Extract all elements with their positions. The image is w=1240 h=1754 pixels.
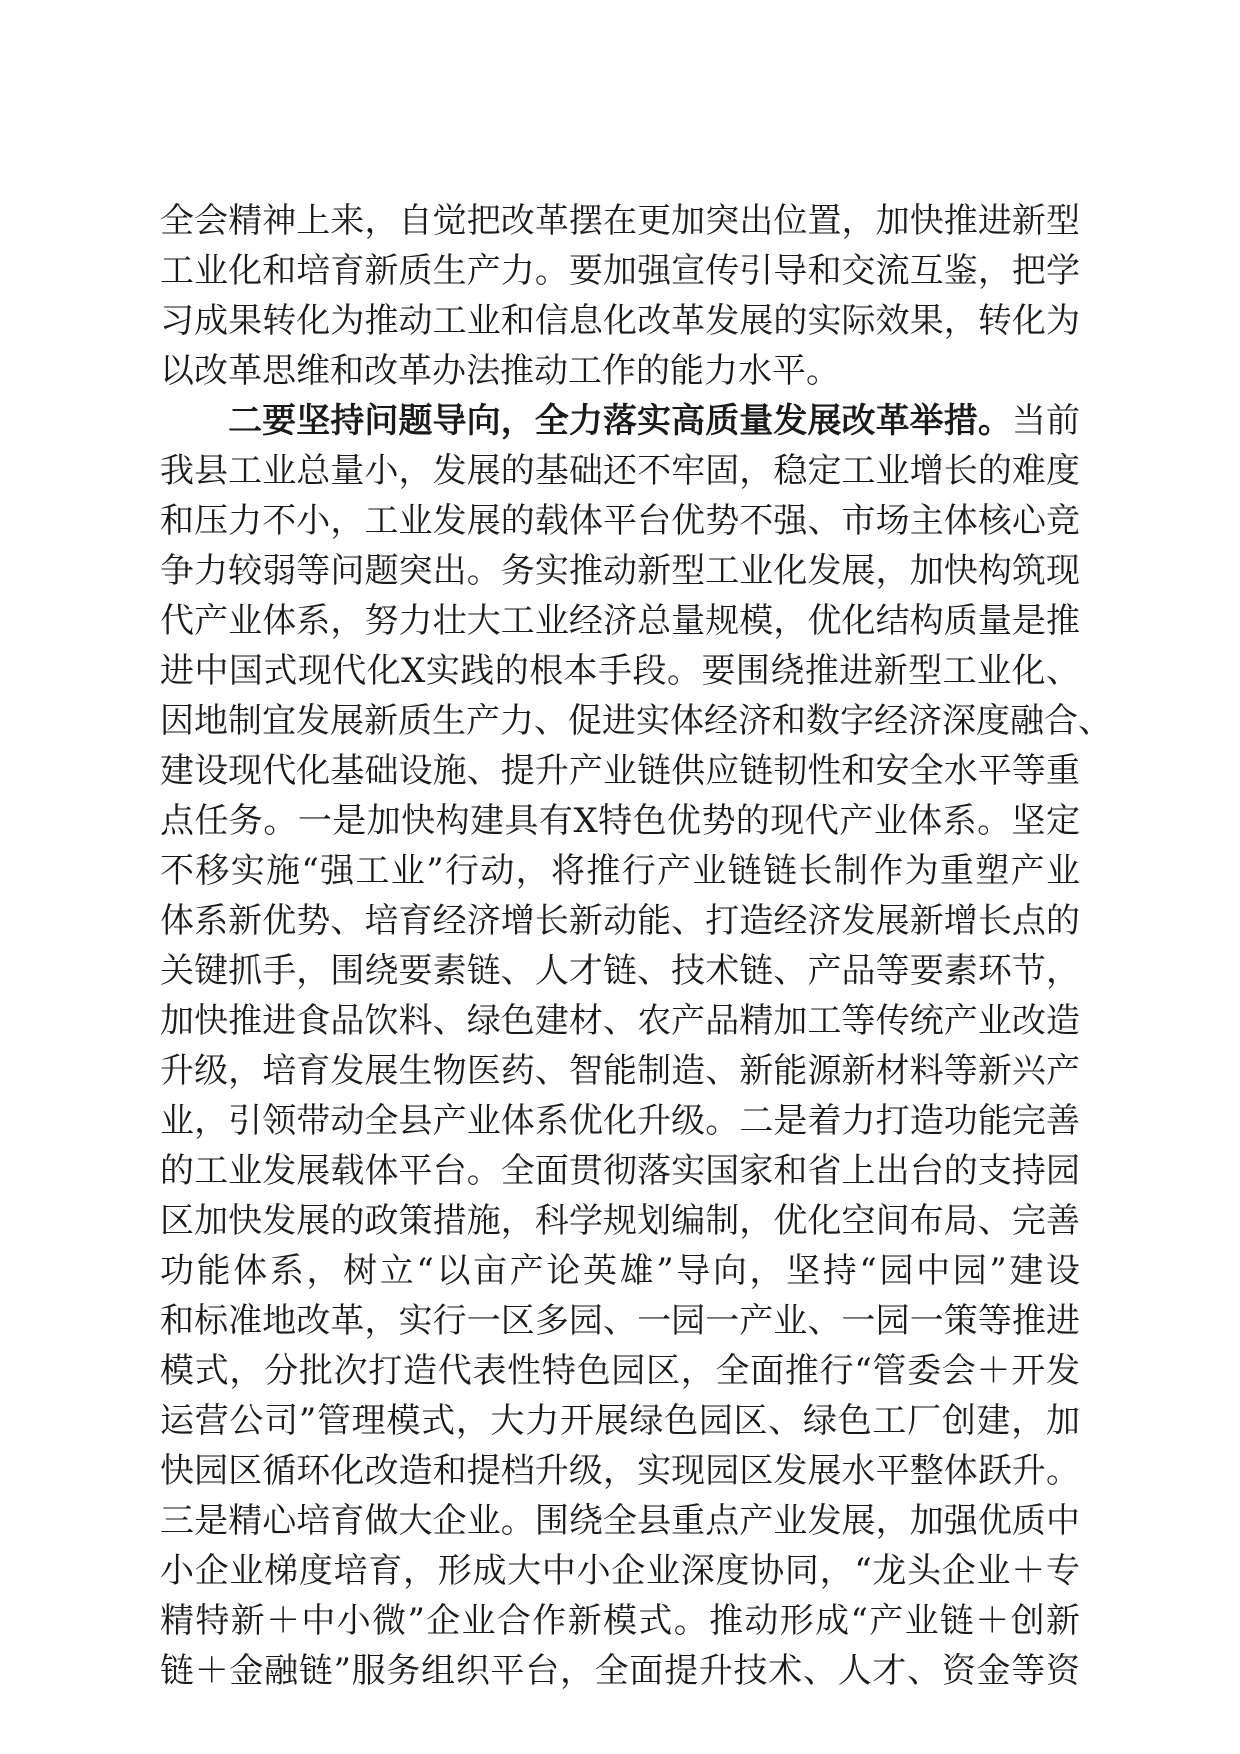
- paragraph-1: [160, 196, 1080, 396]
- text-line: 争力较弱等问题突出。务实推动新型工业化发展，加快构筑现: [160, 551, 1080, 591]
- text-line: 代产业体系，努力壮大工业经济总量规模，优化结构质量是推: [160, 601, 1080, 641]
- text-line: 习成果转化为推动工业和信息化改革发展的实际效果，转化为: [160, 301, 1080, 341]
- text-line: 链＋金融链”服务组织平台，全面提升技术、人才、资金等资: [160, 1651, 1080, 1691]
- text-line: 全会精神上来，自觉把改革摆在更加突出位置，加快推进新型: [160, 201, 1080, 241]
- text-line: 和标准地改革，实行一区多园、一园一产业、一园一策等推进: [160, 1301, 1080, 1341]
- text-line: 建设现代化基础设施、提升产业链供应链韧性和安全水平等重: [160, 751, 1080, 791]
- text-line: 区加快发展的政策措施，科学规划编制，优化空间布局、完善: [160, 1201, 1080, 1241]
- text-run: 当前: [1011, 401, 1081, 441]
- document-page: [160, 196, 1112, 1696]
- text-line: 工业化和培育新质生产力。要加强宣传引导和交流互鉴，把学: [160, 251, 1080, 291]
- text-line: 点任务。一是加快构建具有X特色优势的现代产业体系。坚定: [160, 801, 1080, 841]
- text-line: 因地制宜发展新质生产力、促进实体经济和数字经济深度融合、: [160, 701, 1112, 741]
- text-line: 功能体系，树立“以亩产论英雄”导向，坚持“园中园”建设: [160, 1251, 1080, 1291]
- text-line: 体系新优势、培育经济增长新动能、打造经济发展新增长点的: [160, 901, 1080, 941]
- text-line: 精特新＋中小微”企业合作新模式。推动形成“产业链＋创新: [160, 1601, 1080, 1641]
- text-line: 不移实施“强工业”行动，将推行产业链链长制作为重塑产业: [160, 851, 1080, 891]
- text-line: 运营公司”管理模式，大力开展绿色园区、绿色工厂创建，加: [160, 1401, 1080, 1441]
- text-line: 我县工业总量小，发展的基础还不牢固，稳定工业增长的难度: [160, 451, 1080, 491]
- text-line: 三是精心培育做大企业。围绕全县重点产业发展，加强优质中: [160, 1501, 1080, 1541]
- text-line: 加快推进食品饮料、绿色建材、农产品精加工等传统产业改造: [160, 1001, 1080, 1041]
- text-line: 业，引领带动全县产业体系优化升级。二是着力打造功能完善: [160, 1101, 1080, 1141]
- text-line: 快园区循环化改造和提档升级，实现园区发展水平整体跃升。: [160, 1451, 1080, 1491]
- text-line-first: [160, 396, 1080, 446]
- text-line: 的工业发展载体平台。全面贯彻落实国家和省上出台的支持园: [160, 1151, 1080, 1191]
- text-line: 进中国式现代化X实践的根本手段。要围绕推进新型工业化、: [160, 651, 1080, 691]
- text-line: 关键抓手，围绕要素链、人才链、技术链、产品等要素环节，: [160, 951, 1080, 991]
- text-line: 模式，分批次打造代表性特色园区，全面推行“管委会＋开发: [160, 1351, 1080, 1391]
- text-line: 和压力不小，工业发展的载体平台优势不强、市场主体核心竞: [160, 501, 1080, 541]
- paragraph-2: [160, 396, 1112, 1696]
- text-line: 以改革思维和改革办法推动工作的能力水平。: [160, 351, 840, 391]
- text-line: 升级，培育发展生物医药、智能制造、新能源新材料等新兴产: [160, 1051, 1080, 1091]
- text-line: 小企业梯度培育，形成大中小企业深度协同，“龙头企业＋专: [160, 1551, 1080, 1591]
- paragraph-heading: 二要坚持问题导向，全力落实高质量发展改革举措。: [228, 401, 1012, 441]
